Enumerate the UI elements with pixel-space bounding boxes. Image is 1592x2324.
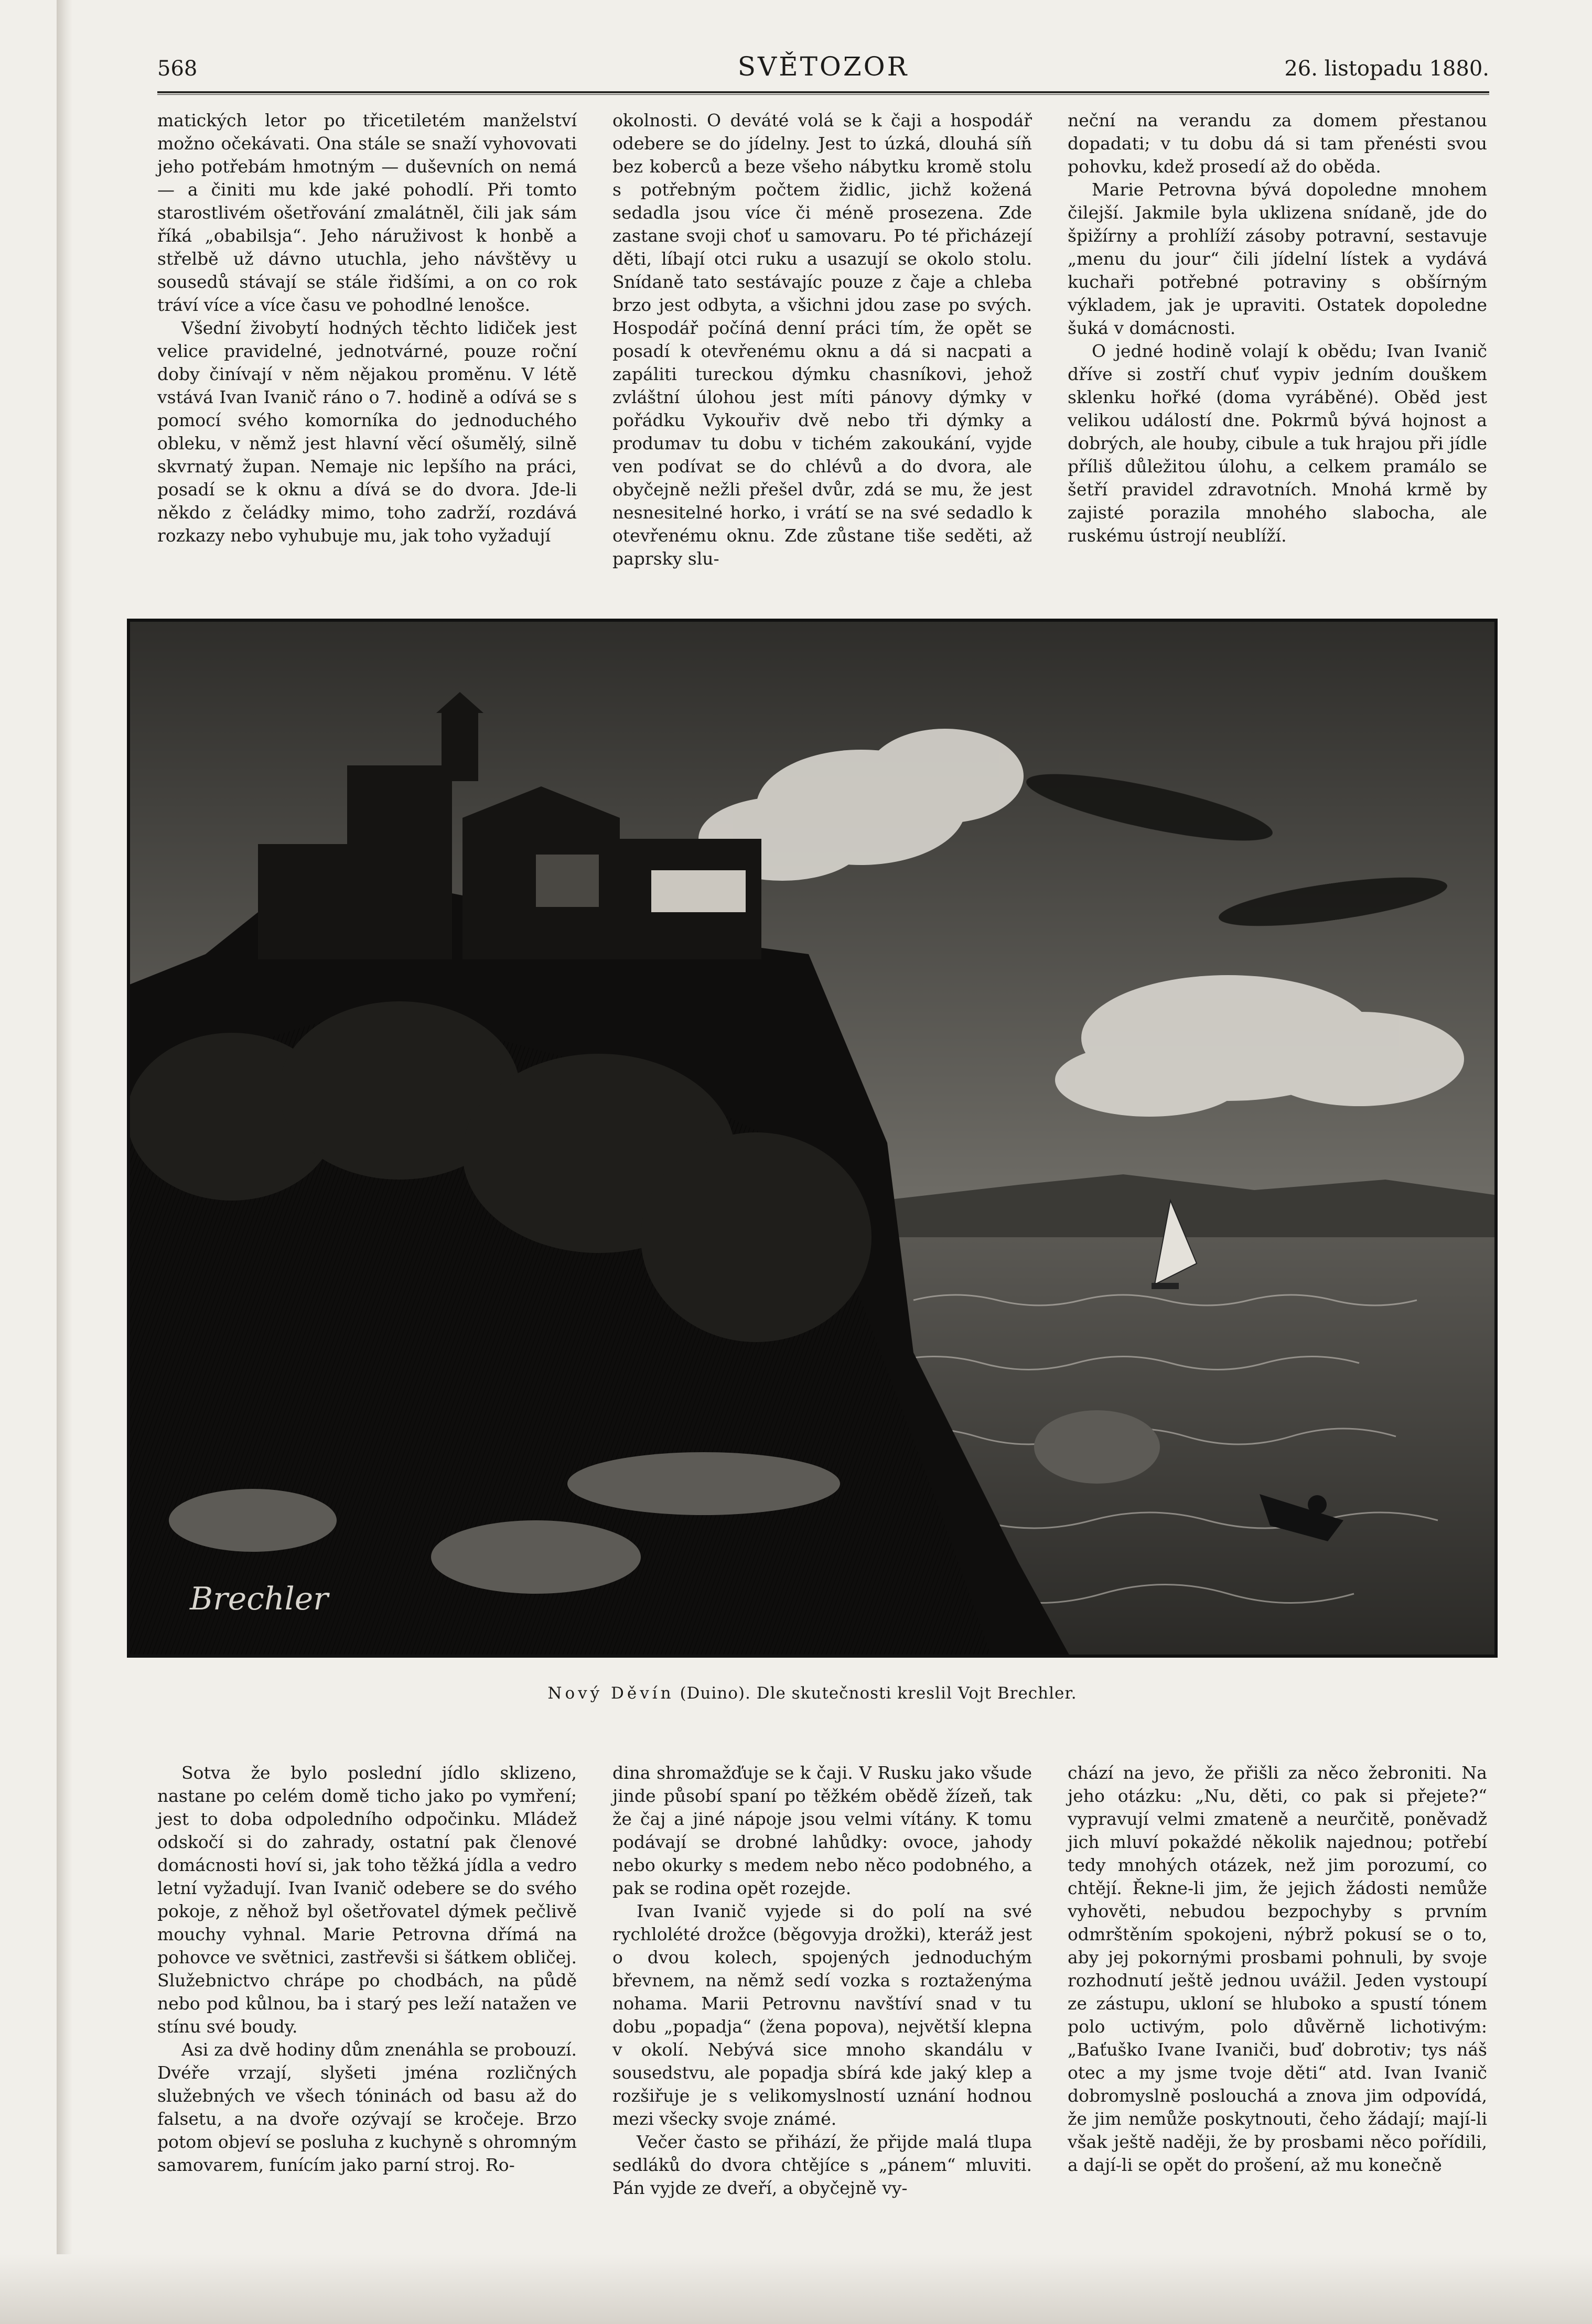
paragraph: matických letor po třicetiletém manželství možno očekávati. Ona stále se snaží vyhovovati jeho potřebám hmotným — duševních on nemá — a činiti mu kde jaké pohodlí. Při tomto starostlivém ošetřování zmalátněl, čili jak sám říká „obabilsja“. Jeho náruživost k honbě a střelbě už dávno utuchla, jeho návštěvy u sousedů stávají se stále řidšími, a on co rok tráví více a více času ve pohodlné lenošce. [157,110,577,315]
page-header [157,51,1489,88]
page-edge-shadow [0,2254,1592,2324]
top-column-2 [612,109,1032,570]
caption-text: (Duino). Dle skutečnosti kreslil Vojt Brechler. [680,1684,1077,1703]
bottom-column-1 [157,1761,577,2254]
paragraph: chází na jevo, že přišli za něco žebroniti. Na jeho otázku: „Nu, děti, co pak si přejete?“ vypravují velmi zmateně a neurčitě, poněvadž jich mluví pokaždé několik najednou; potřebí tedy mnohých otázek, než jim porozumí, co chtějí. Řekne-li jim, že jejich žádosti nemůže vyhověti, nebudou bezpochyby s prvním odmrštěním spokojeni, nýbrž pokusí se o to, aby jej pokornými prosbami pohnuli, by svoje rozhodnutí ještě jednou uvážil. Jeden vystoupí ze zástupu, ukloní se hluboko a spustí tónem polo uctivým, polo důvěrně lichotivým: „Baťuško Ivane Ivaniči, buď dobrotiv; tys náš otec a my jsme tvoje děti“ atd. Ivan Ivanič dobromyslně poslouchá a znova jim odpovídá, že jim nemůže poskytnouti, čeho žádají; mají-li však ještě naději, že by prosbami něco pořídili, a dají-li se opět do prošení, až mu konečně [1068,1763,1487,2175]
illustration-caption [127,1684,1498,1703]
page-binding-shadow [57,0,72,2324]
paragraph: Všední živobytí hodných těchto lidiček jest velice pravidelné, jednotvárné, pouze roční doby činívají v něm nějakou proměnu. V létě vstává Ivan Ivanič ráno o 7. hodině a odívá se s pomocí svého komorníka do jednoduchého obleku, v němž jest hlavní věcí ošumělý, silně skvrnatý župan. Nemaje nic lepšího na práci, posadí se k oknu a dívá se do dvora. Jde-li někdo z čeládky mimo, toho zadrží, rozdává rozkazy nebo vyhubuje mu, jak toho vyžadují [157,318,577,546]
page-number: 568 [157,57,198,81]
top-column-1 [157,109,577,570]
bottom-column-2 [612,1761,1032,2254]
paragraph: neční na verandu za domem přestanou dopadati; v tu dobu dá si tam přenésti svou pohovku, kdež prosedí až do oběda. [1068,110,1487,177]
caption-place: Nový Děvín [547,1684,674,1703]
paragraph: dina shromažďuje se k čaji. V Rusku jako všude jinde působí spaní po těžkém obědě žízeň, tak že čaj a jiné nápoje jsou velmi vítány. K tomu podávají se drobné lahůdky: ovoce, jahody nebo okurky s medem nebo něco podobného, a pak se rodina opět rozejde. [612,1763,1032,1898]
paragraph: Asi za dvě hodiny dům znenáhla se probouzí. Dvéře vrzají, slyšeti jména rozličných služebných ve všech tóninách od basu až do falsetu, a na dvoře ozývají se kročeje. Brzo potom objeví se posluha z kuchyně s ohromným samovarem, funícím jako parní stroj. Ro- [157,2039,577,2175]
paragraph: Ivan Ivanič vyjede si do polí na své rychlolété drožce (běgovyja drožki), kteráž jest o dvou kolech, spojených jednoduchým břevnem, na němž sedí vozka s roztaženýma nohama. Marii Petrovnu navštíví snad v tu dobu „popadja“ (žena popova), největší klepna v okolí. Nebývá sice mnoho skandálu v sousedstvu, ale popadja sbírá kde jaký klep a rozšiřuje je s velikomyslností uznání hodnou mezi všecky svoje známé. [612,1901,1032,2129]
issue-date: 26. listopadu 1880. [1284,57,1489,81]
paragraph: Marie Petrovna bývá dopoledne mnohem čilejší. Jakmile byla uklizena snídaně, jde do špižírny a prohlíží zásoby potravní, sestavuje „menu du jour“ čili jídelní lístek a vydává kuchaři potřebné potraviny s obšírným výkladem, jak je upraviti. Ostatek dopoledne šuká v domácnosti. [1068,179,1487,338]
top-column-3 [1068,109,1487,570]
paragraph: okolnosti. O deváté volá se k čaji a hospodář odebere se do jídelny. Jest to úzká, dlouhá síň bez koberců a beze všeho nábytku kromě stolu s potřebným počtem židlic, jichž kožená sedadla jsou více či méně prosezena. Zde zastane svoji choť u samovaru. Po té přicházejí děti, líbají otci ruku a usazují se okolo stolu. Snídaně tato sestávajíc pouze z čaje a chleba brzo jest odbyta, a všichni jdou zase po svých. Hospodář počíná denní práci tím, že opět se posadí k otevřenému oknu a dá si nacpati a zapáliti tureckou dýmku chasníkovi, jehož zvláštní úlohou jest míti pánovy dýmky v pořádku Vykouřiv dvě nebo tři dýmky a produmav tu dobu v tichém zakoukání, vyjde ven podívat se do chlévů a do dvora, ale obyčejně nežli přešel dvůr, zdá se mu, že jest nesnesitelné horko, i vrátí se na své sedadlo k otevřenému oknu. Zde zůstane tiše seděti, až paprsky slu- [612,110,1032,569]
header-rule-thin [157,94,1489,95]
engraving-illustration [127,619,1498,1658]
paragraph: Sotva že bylo poslední jídlo sklizeno, nastane po celém domě ticho jako po vymření; jest to doba odpoledního odpočinku. Mládež odskočí si do zahrady, ostatní pak členové domácnosti hoví si, jak toho těžká jídla a vedro letní vyžadují. Ivan Ivanič odebere se do svého pokoje, z něhož byl ošetřovatel dýmek pečlivě mouchy vyhnal. Marie Petrovna dřímá na pohovce ve světnici, zastřevši si šátkem obličej. Služebnictvo chrápe po chodbách, na půdě nebo pod kůlnou, ba i starý pes leží natažen ve stínu své boudy. [157,1763,577,2037]
castle-engraving [127,619,1498,1658]
artist-signature: Brechler [190,1581,328,1617]
journal-title: SVĚTOZOR [737,51,909,82]
paragraph: O jedné hodině volají k obědu; Ivan Ivanič dříve si zostří chuť vypiv jedním douškem sklenku hořké (doma vyráběné). Oběd jest velikou událostí dne. Pokrmů bývá hojnost a dobrých, ale houby, cibule a tuk hrajou při jídle příliš důležitou úlohu, a celkem pramálo se šetří pravidel zdravotních. Mnohá krmě by zajisté porazila mnohého slabocha, ale ruskému ústrojí neublíží. [1068,341,1487,546]
bottom-column-3 [1068,1761,1487,2254]
header-rule [157,91,1489,93]
paragraph: Večer často se přihází, že přijde malá tlupa sedláků do dvora chtějíce s „pánem“ mluviti. Pán vyjde ze dveří, a obyčejně vy- [612,2132,1032,2198]
